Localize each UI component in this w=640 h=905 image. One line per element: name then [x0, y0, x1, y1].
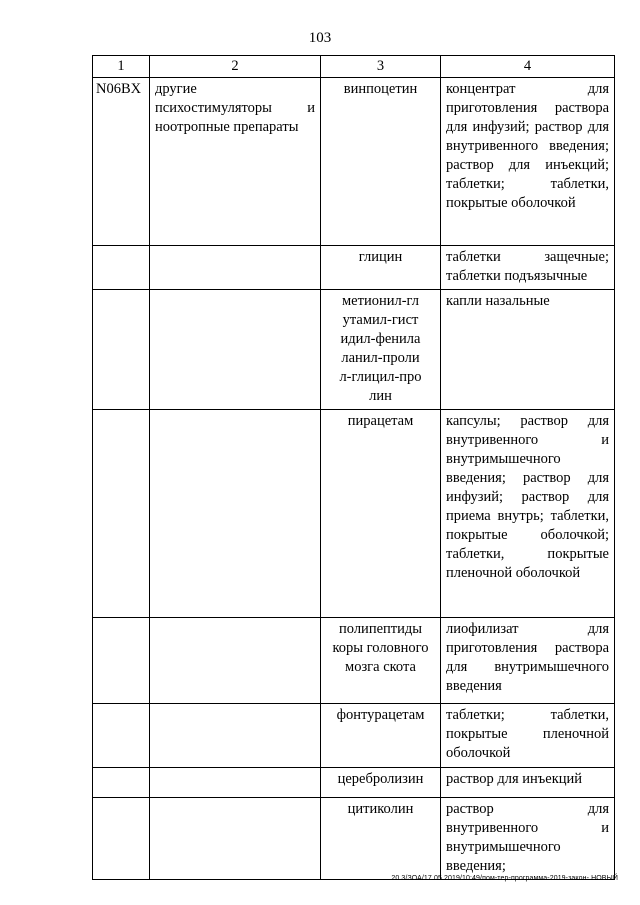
drug-name-cell: фонтурацетам: [321, 704, 441, 768]
drug-name-cell: пирацетам: [321, 410, 441, 618]
group-cell: [150, 768, 321, 798]
dosage-forms-cell: раствор для внутривенного и внутримышечного введения;: [441, 798, 615, 880]
atc-code-cell: [93, 798, 150, 880]
dosage-forms-cell: раствор для инъекций: [441, 768, 615, 798]
group-cell: [150, 618, 321, 704]
drug-name-cell: полипептиды коры головного мозга скота: [321, 618, 441, 704]
drug-name-cell: цитиколин: [321, 798, 441, 880]
group-cell: [150, 704, 321, 768]
atc-code-cell: [93, 768, 150, 798]
page-number: 103: [308, 30, 332, 46]
group-cell: [150, 410, 321, 618]
atc-code-cell: [93, 618, 150, 704]
table-row: [93, 78, 615, 246]
atc-code-cell: [93, 290, 150, 410]
atc-code-cell: [93, 704, 150, 768]
table-row: [93, 768, 615, 798]
column-header-2: 2: [150, 56, 321, 78]
dosage-forms-cell: таблетки; таблетки, покрытые пленочной оболочкой: [441, 704, 615, 768]
dosage-forms-cell: капли назальные: [441, 290, 615, 410]
table-row: [93, 410, 615, 618]
drug-name-cell: метионил-глутамил-гистидил-фенилаланил-пролил-глицил-пролин: [321, 290, 441, 410]
table-row: [93, 290, 615, 410]
drug-name-cell: винпоцетин: [321, 78, 441, 246]
table-row: [93, 246, 615, 290]
dosage-forms-cell: концентрат для приготовления раствора для инфузий; раствор для внутривенного введения; раствор для инъекций; таблетки; таблетки, покрытые оболочкой: [441, 78, 615, 246]
column-header-3: 3: [321, 56, 441, 78]
table-row: [93, 798, 615, 880]
group-cell: [150, 798, 321, 880]
group-cell: [150, 246, 321, 290]
table-row: [93, 618, 615, 704]
dosage-forms-cell: лиофилизат для приготовления раствора для внутримышечного введения: [441, 618, 615, 704]
group-cell: [150, 290, 321, 410]
atc-code-cell: [93, 410, 150, 618]
document-footer: 20.3/ЗОА/17.05.2019/10:49/пом-тер-программа-2019-закон- НОВЫЙ: [391, 875, 618, 882]
drug-name-cell: церебролизин: [321, 768, 441, 798]
atc-code-cell: [93, 246, 150, 290]
dosage-forms-cell: таблетки защечные; таблетки подъязычные: [441, 246, 615, 290]
group-cell: другие психостимуляторы и ноотропные препараты: [150, 78, 321, 246]
table-row: [93, 704, 615, 768]
column-header-1: 1: [93, 56, 150, 78]
drug-name-cell: глицин: [321, 246, 441, 290]
dosage-forms-cell: капсулы; раствор для внутривенного и внутримышечного введения; раствор для инфузий; раствор для приема внутрь; таблетки, покрытые оболочкой; таблетки, покрытые пленочной оболочкой: [441, 410, 615, 618]
table-header-row: [93, 56, 615, 78]
atc-code-cell: N06BX: [93, 78, 150, 246]
column-header-4: 4: [441, 56, 615, 78]
drug-table: [92, 55, 615, 880]
